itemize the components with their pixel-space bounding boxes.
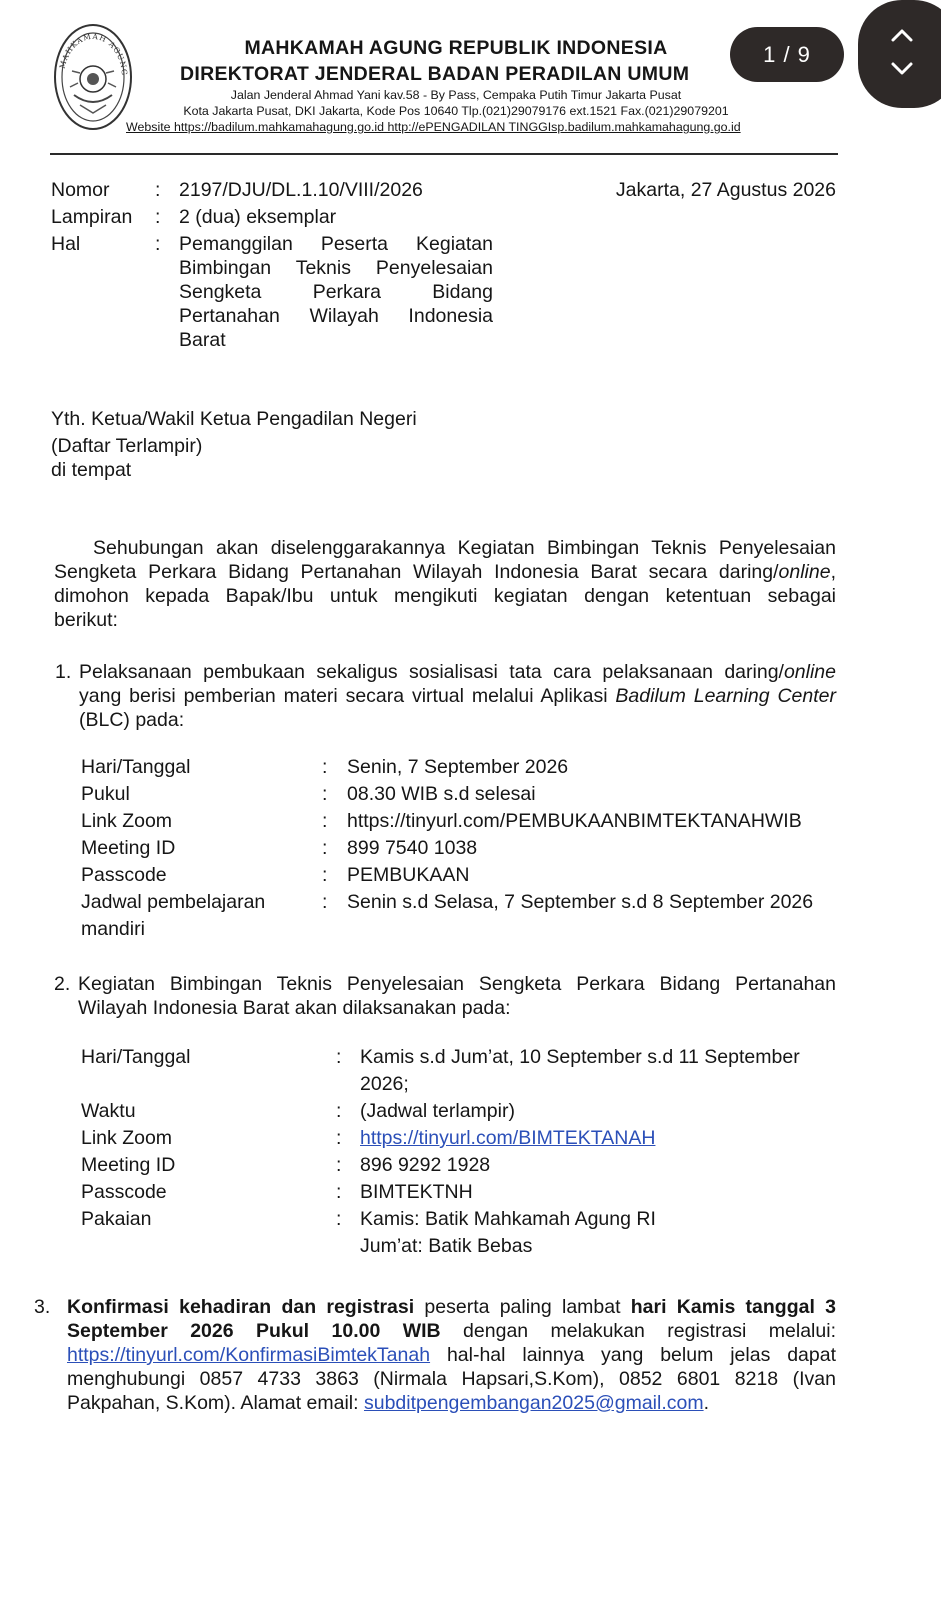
schedule-value: Senin s.d Selasa, 7 September s.d 8 September 2026	[347, 891, 814, 913]
schedule-value: (Jadwal terlampir)	[360, 1100, 515, 1122]
schedule-label: Passcode	[81, 864, 167, 886]
addressee-line: Yth. Ketua/Wakil Ketua Pengadilan Negeri	[51, 408, 417, 430]
schedule-label: Hari/Tanggal	[81, 756, 191, 778]
schedule-colon: :	[336, 1154, 342, 1176]
schedule-label: Hari/Tanggal	[81, 1046, 191, 1068]
zoom-link-bimtek[interactable]: https://tinyurl.com/BIMTEKTANAH	[360, 1127, 656, 1149]
hal-colon: :	[155, 233, 161, 255]
schedule-label: Link Zoom	[81, 1127, 173, 1149]
item3-line: Konfirmasi kehadiran dan registrasi peserta paling lambat hari Kamis tanggal 3	[67, 1296, 836, 1318]
schedule-colon: :	[336, 1046, 342, 1068]
hal-line: Bimbingan Teknis Penyelesaian	[179, 257, 493, 279]
schedule-value-cont: Jum’at: Batik Bebas	[360, 1235, 533, 1257]
lampiran-colon: :	[155, 206, 161, 228]
intro-line: berikut:	[54, 609, 118, 631]
schedule-value: BIMTEKTNH	[360, 1181, 473, 1203]
schedule-value: 896 9292 1928	[360, 1154, 491, 1176]
item-number: 1.	[55, 661, 72, 683]
email-link[interactable]: subditpengembangan2025@gmail.com	[363, 1392, 704, 1414]
addressee-line: (Daftar Terlampir)	[51, 435, 203, 457]
page-navigation	[858, 0, 941, 108]
item1-line: yang berisi pemberian materi secara virtual melalui Aplikasi Badilum Learning Center	[79, 685, 836, 707]
letterhead-website: Website https://badilum.mahkamahagung.go.id http://ePENGADILAN TINGGIsp.badilum.mahkamahagung.go.id	[126, 120, 741, 134]
schedule-value: 08.30 WIB s.d selesai	[347, 783, 536, 805]
schedule-value: 899 7540 1038	[347, 837, 478, 859]
hal-line: Barat	[179, 329, 226, 351]
chevron-up-icon[interactable]	[888, 22, 916, 50]
svg-text:MAHKAMAH AGUNG: MAHKAMAH AGUNG	[57, 31, 130, 77]
supreme-court-seal-logo	[52, 17, 134, 133]
hal-line: Pertanahan Wilayah Indonesia	[179, 305, 493, 327]
hal-label: Hal	[51, 233, 81, 255]
registration-link[interactable]: https://tinyurl.com/KonfirmasiBimtekTanah	[67, 1344, 431, 1366]
schedule-value: Senin, 7 September 2026	[347, 756, 569, 778]
intro-line: Sehubungan akan diselenggarakannya Kegiatan Bimbingan Teknis Penyelesaian	[93, 537, 836, 559]
item-number: 2.	[54, 973, 71, 995]
letterhead-address-1: Jalan Jenderal Ahmad Yani kav.58 - By Pass, Cempaka Putih Timur Jakarta Pusat	[230, 88, 682, 102]
schedule-label: Passcode	[81, 1181, 167, 1203]
schedule-colon: :	[322, 810, 328, 832]
item1-line: Pelaksanaan pembukaan sekaligus sosialisasi tata cara pelaksanaan daring/online	[79, 661, 836, 683]
schedule-colon: :	[336, 1127, 342, 1149]
schedule-value-cont: 2026;	[360, 1073, 409, 1095]
item2-line: Kegiatan Bimbingan Teknis Penyelesaian Sengketa Perkara Bidang Pertanahan	[78, 973, 836, 995]
intro-line: Sengketa Perkara Bidang Pertanahan Wilayah Indonesia Barat secara daring/online,	[54, 561, 836, 583]
nomor-value: 2197/DJU/DL.1.10/VIII/2026	[179, 179, 423, 201]
schedule-label: Pakaian	[81, 1208, 152, 1230]
letterhead-institution: MAHKAMAH AGUNG REPUBLIK INDONESIA	[244, 37, 668, 59]
schedule-label: Pukul	[81, 783, 130, 805]
schedule-label: Meeting ID	[81, 1154, 176, 1176]
schedule-colon: :	[336, 1100, 342, 1122]
intro-line: dimohon kepada Bapak/Ibu untuk mengikuti kegiatan dengan ketentuan sebagai	[54, 585, 836, 607]
schedule-label: Waktu	[81, 1100, 136, 1122]
schedule-label: Jadwal pembelajaran	[81, 891, 266, 913]
hal-line: Pemanggilan Peserta Kegiatan	[179, 233, 493, 255]
schedule-colon: :	[322, 783, 328, 805]
hal-line: Sengketa Perkara Bidang	[179, 281, 493, 303]
item2-line: Wilayah Indonesia Barat akan dilaksanakan pada:	[78, 997, 511, 1019]
schedule-label-cont: mandiri	[81, 918, 145, 940]
schedule-value: Kamis s.d Jum’at, 10 September s.d 11 September	[360, 1046, 800, 1068]
letterhead-directorate: DIREKTORAT JENDERAL BADAN PERADILAN UMUM	[180, 63, 690, 85]
lampiran-label: Lampiran	[51, 206, 133, 228]
schedule-colon: :	[336, 1208, 342, 1230]
letterhead-address-2: Kota Jakarta Pusat, DKI Jakarta, Kode Pos 10640 Tlp.(021)29079176 ext.1521 Fax.(021)29079201	[183, 104, 729, 118]
chevron-down-icon[interactable]	[888, 54, 916, 82]
letter-date: Jakarta, 27 Agustus 2026	[615, 179, 836, 201]
item3-line: menghubungi 0857 4733 3863 (Nirmala Hapsari,S.Kom), 0852 6801 8218 (Ivan	[67, 1368, 836, 1390]
schedule-value: Kamis: Batik Mahkamah Agung RI	[360, 1208, 656, 1230]
schedule-value: PEMBUKAAN	[347, 864, 470, 886]
item3-line: Pakpahan, S.Kom). Alamat email: subditpengembangan2025@gmail.com.	[67, 1392, 710, 1414]
item3-line: https://tinyurl.com/KonfirmasiBimtekTanah hal-hal lainnya yang belum jelas dapat	[67, 1344, 836, 1366]
item-number: 3.	[34, 1296, 51, 1318]
zoom-link-opening[interactable]: https://tinyurl.com/PEMBUKAANBIMTEKTANAHWIB	[347, 810, 802, 832]
lampiran-value: 2 (dua) eksemplar	[179, 206, 337, 228]
item1-line: (BLC) pada:	[79, 709, 185, 731]
addressee-line: di tempat	[51, 459, 132, 481]
item3-line: September 2026 Pukul 10.00 WIB dengan melakukan registrasi melalui:	[67, 1320, 836, 1342]
schedule-colon: :	[322, 864, 328, 886]
schedule-label: Meeting ID	[81, 837, 176, 859]
letterhead-divider	[50, 153, 838, 155]
schedule-label: Link Zoom	[81, 810, 173, 832]
schedule-colon: :	[322, 756, 328, 778]
schedule-colon: :	[322, 837, 328, 859]
nomor-label: Nomor	[51, 179, 110, 201]
page-indicator: 1 / 9	[730, 27, 844, 82]
schedule-colon: :	[336, 1181, 342, 1203]
schedule-colon: :	[322, 891, 328, 913]
nomor-colon: :	[155, 179, 161, 201]
